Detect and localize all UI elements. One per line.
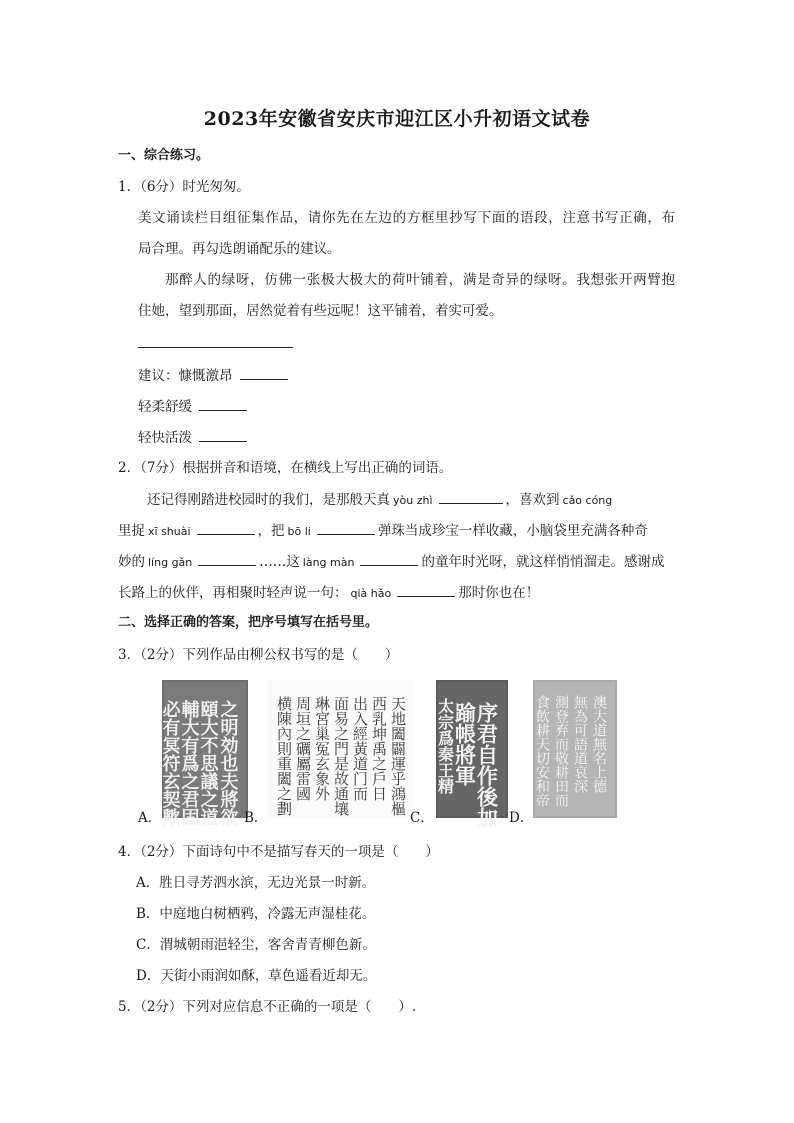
- calligraphy-a-svg: [159, 680, 248, 826]
- calligraphy-image-c: [435, 680, 508, 828]
- calligraphy-d-col: 無為可語道哀深: [572, 695, 588, 793]
- calligraphy-image-b: [268, 680, 414, 818]
- answer-blank[interactable]: [397, 582, 455, 597]
- section-heading-2: 二、选择正确的答案，把序号填写在括号里。: [118, 615, 379, 630]
- calligraphy-b-col: 周垣之礪屬雷國: [294, 696, 312, 801]
- music-option-3: [138, 427, 250, 448]
- calligraphy-a-col: 之明効也夫將欲: [217, 700, 239, 826]
- question-4-option-c[interactable]: C．渭城朝雨浥轻尘，客舍青青柳色新。: [136, 937, 376, 953]
- instruction-line-1: 美文诵读栏目组征集作品，请你先在左边的方框里抄写下面的语段，注意书写正确，布: [138, 210, 675, 226]
- option-a-label[interactable]: A．: [138, 810, 162, 826]
- text-span: ，把: [257, 523, 285, 539]
- page-title: 2023年安徽省安庆市迎江区小升初语文试卷: [203, 108, 591, 130]
- copy-answer-line[interactable]: [138, 347, 293, 348]
- text-span: ……这: [259, 554, 300, 570]
- question-2-line-3: [118, 551, 664, 573]
- option-blank[interactable]: [199, 396, 247, 411]
- calligraphy-c-col: 序君自作後加: [474, 702, 500, 828]
- question-1-instruction: [138, 208, 675, 228]
- calligraphy-image-d: [533, 680, 617, 818]
- calligraphy-b-col: 横陳內則重闔之劃: [275, 696, 293, 816]
- calligraphy-c-svg: [435, 680, 508, 828]
- calligraphy-image-a: [159, 680, 248, 826]
- text-span: 里捉: [118, 523, 145, 539]
- option-d-label[interactable]: D．: [509, 810, 534, 826]
- question-4-option-a[interactable]: A．胜日寻芳泗水滨，无边光景一时新。: [136, 875, 376, 891]
- calligraphy-b-svg: [268, 680, 414, 818]
- calligraphy-d-col: 測登弃而敬耕田而: [553, 695, 569, 807]
- calligraphy-b-col: 出入經黃道门而: [351, 696, 369, 801]
- calligraphy-c-col: 踰帳將軍: [452, 702, 478, 786]
- passage-line-1: 那醉人的绿呀，仿佛一张极大极大的荷叶铺着，满是奇异的绿呀。我想张开两臂抱: [165, 272, 675, 288]
- option-c-label[interactable]: C．: [410, 810, 434, 826]
- option-label: 轻柔舒缓: [138, 399, 192, 415]
- passage-line-2: 住她，望到那面，居然觉着有些远呢！这平铺着，着实可爱。: [138, 303, 503, 319]
- calligraphy-a-col: 頤大不思議之道: [197, 700, 219, 826]
- calligraphy-d-svg: [533, 680, 617, 818]
- answer-blank[interactable]: [439, 489, 503, 504]
- answer-blank[interactable]: [360, 551, 418, 566]
- pinyin: qià hǎo: [350, 587, 392, 600]
- calligraphy-b-col: 天地闔闢運乎鴻樞: [389, 696, 407, 816]
- calligraphy-c-col: 太宗爲秦王精: [435, 698, 455, 794]
- pinyin: líng gǎn: [148, 556, 193, 569]
- question-2-line-2: [118, 520, 648, 542]
- question-2-heading: 2．（7分）根据拼音和语境，在横线上写出正确的词语。: [118, 460, 453, 476]
- text-span: 还记得刚踏进校园时的我们，是那般天真: [147, 492, 390, 508]
- option-blank[interactable]: [240, 365, 288, 380]
- music-option-1: [138, 365, 291, 386]
- question-3-heading: 3．（2分）下列作品由柳公权书写的是（ ）: [118, 647, 399, 663]
- answer-blank[interactable]: [198, 551, 256, 566]
- text-span: 的童年时光呀，就这样悄悄溜走。感谢成: [421, 554, 665, 570]
- calligraphy-b-col: 琳宮巢冤玄象外: [313, 696, 331, 801]
- question-1-heading: 1．（6分）时光匆匆。: [118, 179, 250, 195]
- calligraphy-b-col: 面易之門是故通壤: [332, 696, 350, 816]
- answer-blank[interactable]: [197, 520, 255, 535]
- calligraphy-d-col: 澳大道無名上德: [591, 695, 607, 793]
- text-span: 妙的: [118, 554, 145, 570]
- answer-blank[interactable]: [317, 520, 375, 535]
- text-span: 弹珠当成珍宝一样收藏，小脑袋里充满各种奇: [377, 523, 648, 539]
- question-2-line-1: [147, 489, 615, 511]
- option-blank[interactable]: [199, 427, 247, 442]
- question-4-option-b[interactable]: B．中庭地白树栖鸦，冷露无声湿桂花。: [136, 906, 376, 922]
- calligraphy-a-col: 必有冥符玄契歟: [159, 700, 181, 826]
- question-2-line-4: [118, 582, 539, 604]
- music-option-2: [138, 396, 250, 417]
- option-b-label[interactable]: B．: [244, 810, 268, 826]
- question-4-heading: 4．（2分）下面诗句中不是描写春天的一项是（ ）: [118, 844, 439, 860]
- option-label: 慷慨激昂: [178, 368, 233, 384]
- calligraphy-b-col: 西乳坤禹之戶日: [370, 696, 388, 801]
- pinyin: xī shuài: [148, 525, 191, 538]
- calligraphy-a-col: 輔大有爲之君固: [178, 700, 200, 826]
- instruction-line-2: 局合理。再勾选朗诵配乐的建议。: [138, 241, 341, 257]
- question-5-heading: 5．（2分）下列对应信息不正确的一项是（ ）.: [118, 999, 417, 1015]
- pinyin: yòu zhì: [393, 494, 433, 507]
- pinyin: cǎo cóng: [562, 494, 613, 507]
- option-label: 轻快活泼: [138, 430, 192, 446]
- text-span: ，喜欢到: [505, 492, 560, 508]
- pinyin: bō li: [287, 525, 311, 538]
- pinyin: làng màn: [302, 556, 355, 569]
- section-heading-1: 一、综合练习。: [118, 148, 210, 163]
- suggestion-label: 建议：: [138, 368, 179, 384]
- text-span: 那时你也在！: [458, 585, 540, 601]
- passage: [165, 270, 675, 290]
- question-4-option-d[interactable]: D．天街小雨润如酥，草色遥看近却无。: [136, 968, 377, 984]
- calligraphy-d-col: 食飲耕天切安和帝: [534, 695, 550, 807]
- text-span: 长路上的伙伴，再相聚时轻声说一句：: [118, 585, 348, 601]
